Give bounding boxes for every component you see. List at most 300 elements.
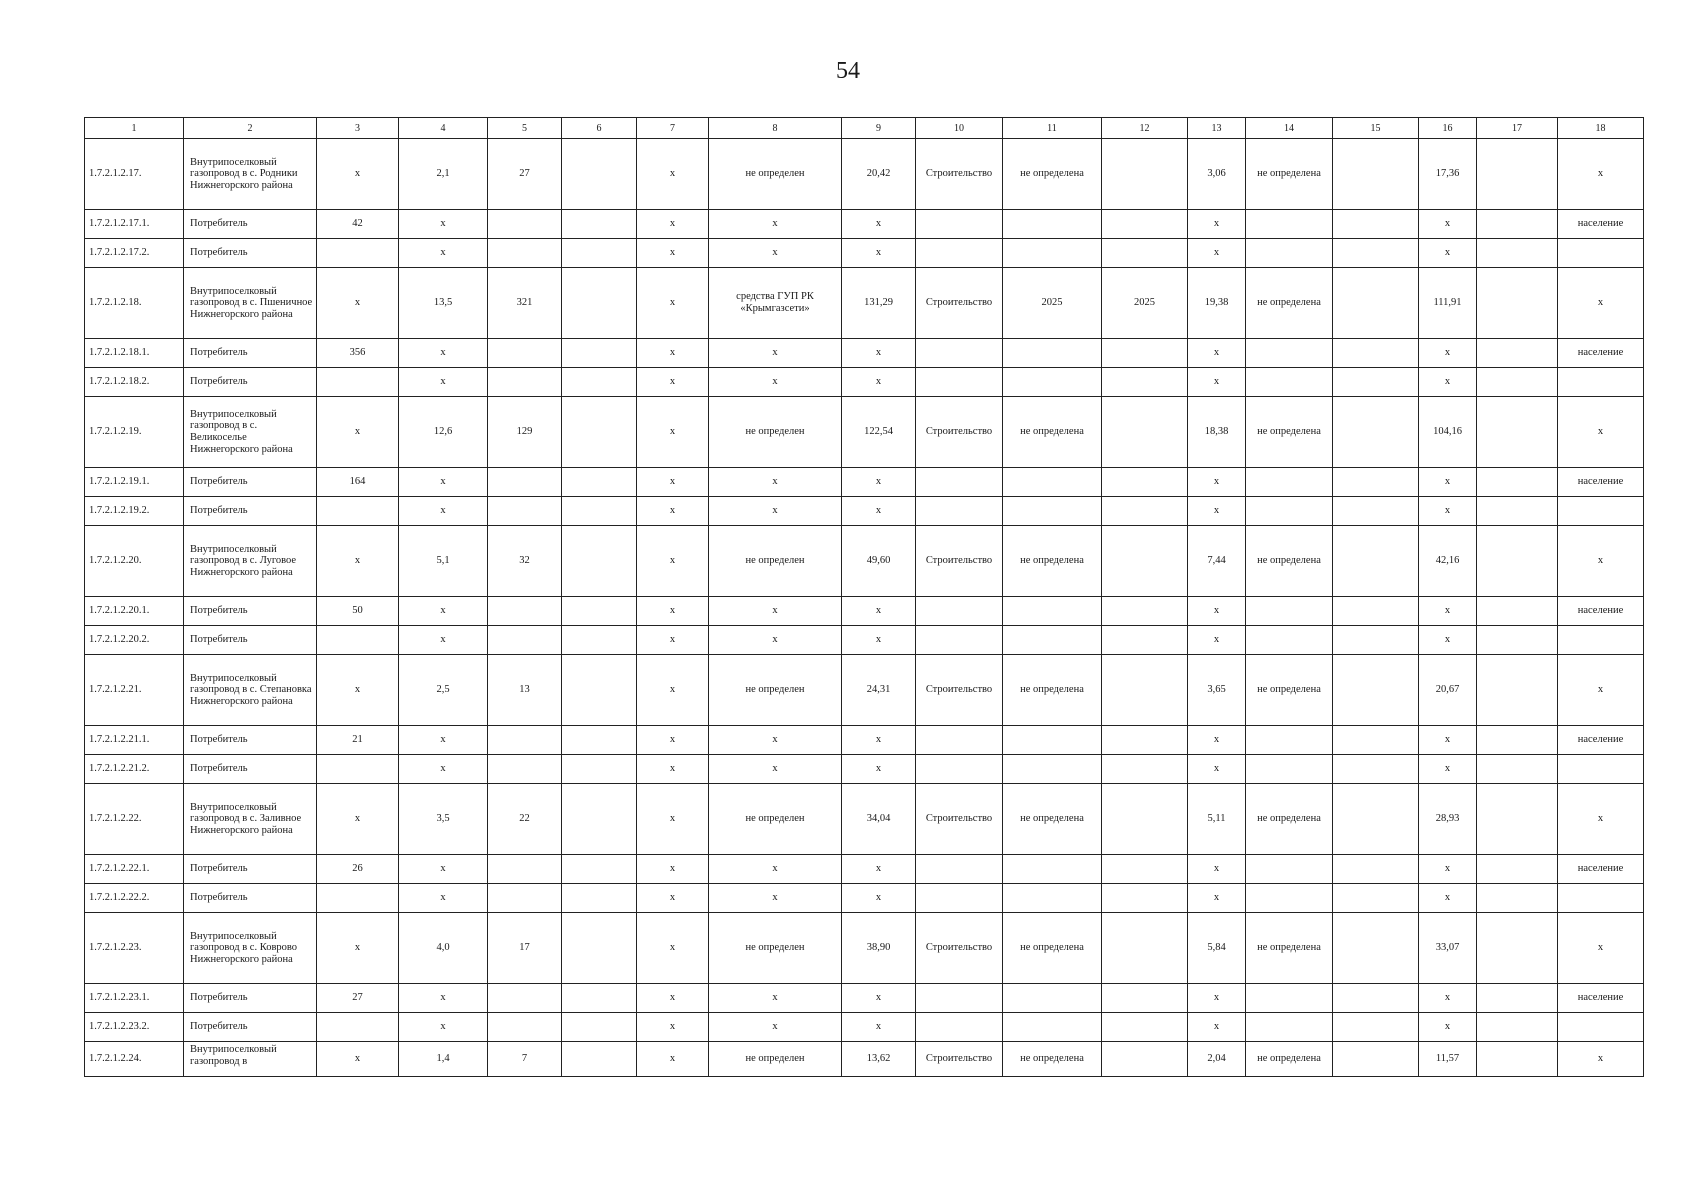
col7-cell: x xyxy=(637,239,709,268)
col13-cell: x xyxy=(1188,755,1246,784)
name-cell: Внутрипоселковый газопровод в с. Коврово Нижнегорского района xyxy=(184,913,317,984)
col6-cell xyxy=(562,855,637,884)
length-cell: x xyxy=(399,1013,488,1042)
category-cell: население xyxy=(1558,468,1644,497)
col16-cell: 20,67 xyxy=(1419,655,1477,726)
qty-cell: x xyxy=(317,268,399,339)
col17-cell xyxy=(1477,468,1558,497)
status-cell: не определена xyxy=(1246,784,1333,855)
qty-cell: x xyxy=(317,526,399,597)
col12-cell xyxy=(1102,368,1188,397)
period-cell xyxy=(1003,597,1102,626)
col15-cell xyxy=(1333,497,1419,526)
funding-cell: x xyxy=(709,1013,842,1042)
col12-cell xyxy=(1102,913,1188,984)
consumer-row xyxy=(85,368,1644,397)
cost-cell: 20,42 xyxy=(842,139,916,210)
length-cell: 3,5 xyxy=(399,784,488,855)
name-cell: Потребитель xyxy=(184,597,317,626)
col16-cell: x xyxy=(1419,368,1477,397)
consumer-row xyxy=(85,597,1644,626)
name-cell: Потребитель xyxy=(184,239,317,268)
period-cell: не определена xyxy=(1003,655,1102,726)
col15-cell xyxy=(1333,1042,1419,1077)
col15-cell xyxy=(1333,884,1419,913)
period-cell: не определена xyxy=(1003,1042,1102,1077)
col16-cell: x xyxy=(1419,468,1477,497)
col16-cell: 33,07 xyxy=(1419,913,1477,984)
col6-cell xyxy=(562,497,637,526)
col7-cell: x xyxy=(637,784,709,855)
col7-cell: x xyxy=(637,884,709,913)
col12-cell xyxy=(1102,1013,1188,1042)
col5-cell: 129 xyxy=(488,397,562,468)
funding-cell: x xyxy=(709,755,842,784)
cost-cell: x xyxy=(842,626,916,655)
col5-cell xyxy=(488,984,562,1013)
period-cell xyxy=(1003,626,1102,655)
funding-cell: x xyxy=(709,984,842,1013)
pipeline-row xyxy=(85,655,1644,726)
col13-cell: x xyxy=(1188,497,1246,526)
period-cell xyxy=(1003,497,1102,526)
status-cell xyxy=(1246,597,1333,626)
col15-cell xyxy=(1333,139,1419,210)
work-type-cell: Строительство xyxy=(916,784,1003,855)
code-cell: 1.7.2.1.2.17. xyxy=(85,139,184,210)
length-cell: x xyxy=(399,626,488,655)
funding-cell: x xyxy=(709,497,842,526)
period-cell: не определена xyxy=(1003,526,1102,597)
col7-cell: x xyxy=(637,468,709,497)
cost-cell: x xyxy=(842,210,916,239)
col13-cell: x xyxy=(1188,626,1246,655)
col12-cell xyxy=(1102,468,1188,497)
col5-cell xyxy=(488,497,562,526)
cost-cell: x xyxy=(842,1013,916,1042)
col5-cell xyxy=(488,210,562,239)
code-cell: 1.7.2.1.2.17.2. xyxy=(85,239,184,268)
col15-cell xyxy=(1333,397,1419,468)
header-cell: 2 xyxy=(184,118,317,139)
col16-cell: x xyxy=(1419,984,1477,1013)
code-cell: 1.7.2.1.2.20. xyxy=(85,526,184,597)
status-cell: не определена xyxy=(1246,526,1333,597)
funding-cell: не определен xyxy=(709,397,842,468)
header-cell: 18 xyxy=(1558,118,1644,139)
work-type-cell xyxy=(916,339,1003,368)
funding-cell: не определен xyxy=(709,784,842,855)
cost-cell: 122,54 xyxy=(842,397,916,468)
category-cell: x xyxy=(1558,139,1644,210)
cost-cell: 13,62 xyxy=(842,1042,916,1077)
col12-cell xyxy=(1102,497,1188,526)
col16-cell: x xyxy=(1419,339,1477,368)
col12-cell xyxy=(1102,210,1188,239)
name-cell: Потребитель xyxy=(184,210,317,239)
category-cell xyxy=(1558,1013,1644,1042)
name-cell: Внутрипоселковый газопровод в xyxy=(184,1042,317,1077)
col15-cell xyxy=(1333,368,1419,397)
header-cell: 3 xyxy=(317,118,399,139)
col7-cell: x xyxy=(637,726,709,755)
work-type-cell xyxy=(916,239,1003,268)
funding-cell: x xyxy=(709,726,842,755)
table-body xyxy=(85,118,1644,1077)
col15-cell xyxy=(1333,339,1419,368)
col12-cell xyxy=(1102,526,1188,597)
col13-cell: x xyxy=(1188,726,1246,755)
col6-cell xyxy=(562,339,637,368)
status-cell: не определена xyxy=(1246,1042,1333,1077)
funding-cell: x xyxy=(709,339,842,368)
code-cell: 1.7.2.1.2.19.1. xyxy=(85,468,184,497)
qty-cell xyxy=(317,1013,399,1042)
status-cell xyxy=(1246,755,1333,784)
name-cell: Потребитель xyxy=(184,984,317,1013)
header-row xyxy=(85,118,1644,139)
category-cell: население xyxy=(1558,339,1644,368)
col13-cell: 3,65 xyxy=(1188,655,1246,726)
work-type-cell: Строительство xyxy=(916,1042,1003,1077)
col17-cell xyxy=(1477,984,1558,1013)
qty-cell: 356 xyxy=(317,339,399,368)
col15-cell xyxy=(1333,597,1419,626)
col5-cell: 22 xyxy=(488,784,562,855)
code-cell: 1.7.2.1.2.22. xyxy=(85,784,184,855)
funding-cell: x xyxy=(709,884,842,913)
length-cell: x xyxy=(399,755,488,784)
category-cell: население xyxy=(1558,726,1644,755)
status-cell xyxy=(1246,468,1333,497)
length-cell: x xyxy=(399,210,488,239)
work-type-cell xyxy=(916,597,1003,626)
col7-cell: x xyxy=(637,855,709,884)
category-cell: x xyxy=(1558,655,1644,726)
name-cell: Внутрипоселковый газопровод в с. Луговое Нижнегорского района xyxy=(184,526,317,597)
period-cell: не определена xyxy=(1003,913,1102,984)
name-cell: Потребитель xyxy=(184,1013,317,1042)
status-cell xyxy=(1246,984,1333,1013)
header-cell: 11 xyxy=(1003,118,1102,139)
col17-cell xyxy=(1477,626,1558,655)
period-cell xyxy=(1003,755,1102,784)
qty-cell: 164 xyxy=(317,468,399,497)
col17-cell xyxy=(1477,655,1558,726)
col16-cell: x xyxy=(1419,239,1477,268)
code-cell: 1.7.2.1.2.23. xyxy=(85,913,184,984)
col6-cell xyxy=(562,210,637,239)
col12-cell xyxy=(1102,655,1188,726)
period-cell xyxy=(1003,855,1102,884)
status-cell: не определена xyxy=(1246,139,1333,210)
code-cell: 1.7.2.1.2.23.2. xyxy=(85,1013,184,1042)
header-cell: 17 xyxy=(1477,118,1558,139)
qty-cell: x xyxy=(317,397,399,468)
work-type-cell xyxy=(916,884,1003,913)
col13-cell: x xyxy=(1188,1013,1246,1042)
col17-cell xyxy=(1477,497,1558,526)
col16-cell: x xyxy=(1419,884,1477,913)
status-cell xyxy=(1246,726,1333,755)
category-cell: x xyxy=(1558,526,1644,597)
col6-cell xyxy=(562,984,637,1013)
consumer-row xyxy=(85,984,1644,1013)
consumer-row xyxy=(85,855,1644,884)
col17-cell xyxy=(1477,1042,1558,1077)
category-cell xyxy=(1558,497,1644,526)
cost-cell: x xyxy=(842,497,916,526)
col16-cell: x xyxy=(1419,855,1477,884)
code-cell: 1.7.2.1.2.17.1. xyxy=(85,210,184,239)
consumer-row xyxy=(85,239,1644,268)
col5-cell xyxy=(488,726,562,755)
code-cell: 1.7.2.1.2.19.2. xyxy=(85,497,184,526)
work-type-cell xyxy=(916,1013,1003,1042)
col7-cell: x xyxy=(637,497,709,526)
col5-cell: 321 xyxy=(488,268,562,339)
header-cell: 14 xyxy=(1246,118,1333,139)
col15-cell xyxy=(1333,626,1419,655)
col17-cell xyxy=(1477,268,1558,339)
status-cell xyxy=(1246,210,1333,239)
length-cell: 13,5 xyxy=(399,268,488,339)
funding-cell: x xyxy=(709,855,842,884)
col12-cell xyxy=(1102,397,1188,468)
col6-cell xyxy=(562,626,637,655)
cost-cell: 131,29 xyxy=(842,268,916,339)
col15-cell xyxy=(1333,526,1419,597)
status-cell: не определена xyxy=(1246,268,1333,339)
col13-cell: x xyxy=(1188,468,1246,497)
status-cell xyxy=(1246,884,1333,913)
col17-cell xyxy=(1477,784,1558,855)
col7-cell: x xyxy=(637,139,709,210)
col16-cell: 42,16 xyxy=(1419,526,1477,597)
cost-cell: x xyxy=(842,339,916,368)
funding-cell: не определен xyxy=(709,526,842,597)
work-type-cell xyxy=(916,626,1003,655)
col12-cell xyxy=(1102,626,1188,655)
col6-cell xyxy=(562,268,637,339)
col6-cell xyxy=(562,1042,637,1077)
funding-cell: средства ГУП РК «Крымгазсети» xyxy=(709,268,842,339)
work-type-cell: Строительство xyxy=(916,526,1003,597)
col5-cell: 13 xyxy=(488,655,562,726)
length-cell: 4,0 xyxy=(399,913,488,984)
col13-cell: 5,84 xyxy=(1188,913,1246,984)
length-cell: x xyxy=(399,497,488,526)
col6-cell xyxy=(562,368,637,397)
length-cell: x xyxy=(399,339,488,368)
name-cell: Внутрипоселковый газопровод в с. Заливное Нижнегорского района xyxy=(184,784,317,855)
col17-cell xyxy=(1477,855,1558,884)
col5-cell xyxy=(488,855,562,884)
col17-cell xyxy=(1477,1013,1558,1042)
category-cell: население xyxy=(1558,984,1644,1013)
consumer-row xyxy=(85,497,1644,526)
col7-cell: x xyxy=(637,397,709,468)
period-cell: не определена xyxy=(1003,139,1102,210)
period-cell xyxy=(1003,1013,1102,1042)
name-cell: Внутрипоселковый газопровод в с. Пшеничное Нижнегорского района xyxy=(184,268,317,339)
name-cell: Внутрипоселковый газопровод в с. Степановка Нижнегорского района xyxy=(184,655,317,726)
header-cell: 10 xyxy=(916,118,1003,139)
col12-cell xyxy=(1102,755,1188,784)
category-cell xyxy=(1558,239,1644,268)
col15-cell xyxy=(1333,239,1419,268)
consumer-row xyxy=(85,339,1644,368)
length-cell: x xyxy=(399,597,488,626)
category-cell xyxy=(1558,755,1644,784)
length-cell: x xyxy=(399,239,488,268)
name-cell: Внутрипоселковый газопровод в с. Родники Нижнегорского района xyxy=(184,139,317,210)
cost-cell: x xyxy=(842,597,916,626)
page-number: 54 xyxy=(836,58,860,84)
status-cell xyxy=(1246,626,1333,655)
col5-cell xyxy=(488,239,562,268)
col12-cell xyxy=(1102,726,1188,755)
col15-cell xyxy=(1333,210,1419,239)
col13-cell: x xyxy=(1188,339,1246,368)
col12-cell xyxy=(1102,884,1188,913)
qty-cell: 42 xyxy=(317,210,399,239)
qty-cell: x xyxy=(317,913,399,984)
name-cell: Внутрипоселковый газопровод в с. Великоселье Нижнегорского района xyxy=(184,397,317,468)
cost-cell: 38,90 xyxy=(842,913,916,984)
name-cell: Потребитель xyxy=(184,755,317,784)
col7-cell: x xyxy=(637,368,709,397)
qty-cell xyxy=(317,755,399,784)
col15-cell xyxy=(1333,726,1419,755)
length-cell: x xyxy=(399,468,488,497)
funding-cell: не определен xyxy=(709,655,842,726)
qty-cell: 27 xyxy=(317,984,399,1013)
col7-cell: x xyxy=(637,626,709,655)
col6-cell xyxy=(562,597,637,626)
col13-cell: x xyxy=(1188,855,1246,884)
name-cell: Потребитель xyxy=(184,339,317,368)
status-cell xyxy=(1246,368,1333,397)
col13-cell: 19,38 xyxy=(1188,268,1246,339)
length-cell: x xyxy=(399,726,488,755)
col6-cell xyxy=(562,526,637,597)
name-cell: Потребитель xyxy=(184,726,317,755)
consumer-row xyxy=(85,1013,1644,1042)
work-type-cell: Строительство xyxy=(916,655,1003,726)
col15-cell xyxy=(1333,268,1419,339)
name-cell: Потребитель xyxy=(184,626,317,655)
header-cell: 8 xyxy=(709,118,842,139)
col12-cell xyxy=(1102,597,1188,626)
col6-cell xyxy=(562,913,637,984)
col16-cell: 28,93 xyxy=(1419,784,1477,855)
status-cell xyxy=(1246,497,1333,526)
work-type-cell xyxy=(916,497,1003,526)
category-cell: x xyxy=(1558,397,1644,468)
col17-cell xyxy=(1477,913,1558,984)
length-cell: 2,1 xyxy=(399,139,488,210)
col5-cell xyxy=(488,368,562,397)
category-cell: x xyxy=(1558,784,1644,855)
col7-cell: x xyxy=(637,1042,709,1077)
col12-cell xyxy=(1102,984,1188,1013)
col16-cell: x xyxy=(1419,755,1477,784)
category-cell: x xyxy=(1558,913,1644,984)
code-cell: 1.7.2.1.2.19. xyxy=(85,397,184,468)
col12-cell xyxy=(1102,239,1188,268)
work-type-cell xyxy=(916,368,1003,397)
period-cell xyxy=(1003,239,1102,268)
header-cell: 13 xyxy=(1188,118,1246,139)
col7-cell: x xyxy=(637,268,709,339)
col13-cell: x xyxy=(1188,368,1246,397)
consumer-row xyxy=(85,468,1644,497)
status-cell: не определена xyxy=(1246,397,1333,468)
period-cell xyxy=(1003,368,1102,397)
col16-cell: x xyxy=(1419,597,1477,626)
cost-cell: x xyxy=(842,755,916,784)
col15-cell xyxy=(1333,913,1419,984)
col13-cell: x xyxy=(1188,239,1246,268)
code-cell: 1.7.2.1.2.18.1. xyxy=(85,339,184,368)
header-cell: 15 xyxy=(1333,118,1419,139)
consumer-row xyxy=(85,210,1644,239)
pipeline-row xyxy=(85,784,1644,855)
name-cell: Потребитель xyxy=(184,368,317,397)
code-cell: 1.7.2.1.2.21. xyxy=(85,655,184,726)
qty-cell: 26 xyxy=(317,855,399,884)
qty-cell: 50 xyxy=(317,597,399,626)
category-cell xyxy=(1558,626,1644,655)
col7-cell: x xyxy=(637,913,709,984)
col12-cell xyxy=(1102,784,1188,855)
cost-cell: x xyxy=(842,855,916,884)
status-cell: не определена xyxy=(1246,655,1333,726)
col15-cell xyxy=(1333,855,1419,884)
code-cell: 1.7.2.1.2.23.1. xyxy=(85,984,184,1013)
code-cell: 1.7.2.1.2.18.2. xyxy=(85,368,184,397)
col7-cell: x xyxy=(637,1013,709,1042)
consumer-row xyxy=(85,726,1644,755)
col15-cell xyxy=(1333,1013,1419,1042)
col6-cell xyxy=(562,239,637,268)
funding-cell: x xyxy=(709,597,842,626)
work-type-cell xyxy=(916,755,1003,784)
work-type-cell xyxy=(916,468,1003,497)
col7-cell: x xyxy=(637,984,709,1013)
col15-cell xyxy=(1333,468,1419,497)
period-cell xyxy=(1003,468,1102,497)
col5-cell xyxy=(488,755,562,784)
pipeline-row xyxy=(85,913,1644,984)
qty-cell xyxy=(317,497,399,526)
work-type-cell: Строительство xyxy=(916,913,1003,984)
col13-cell: x xyxy=(1188,884,1246,913)
col13-cell: 7,44 xyxy=(1188,526,1246,597)
category-cell: x xyxy=(1558,268,1644,339)
pipeline-row xyxy=(85,139,1644,210)
col5-cell: 7 xyxy=(488,1042,562,1077)
consumer-row xyxy=(85,884,1644,913)
period-cell: не определена xyxy=(1003,397,1102,468)
col7-cell: x xyxy=(637,597,709,626)
col5-cell xyxy=(488,626,562,655)
funding-cell: x xyxy=(709,210,842,239)
data-table xyxy=(84,117,1644,1077)
period-cell: 2025 xyxy=(1003,268,1102,339)
col5-cell: 27 xyxy=(488,139,562,210)
